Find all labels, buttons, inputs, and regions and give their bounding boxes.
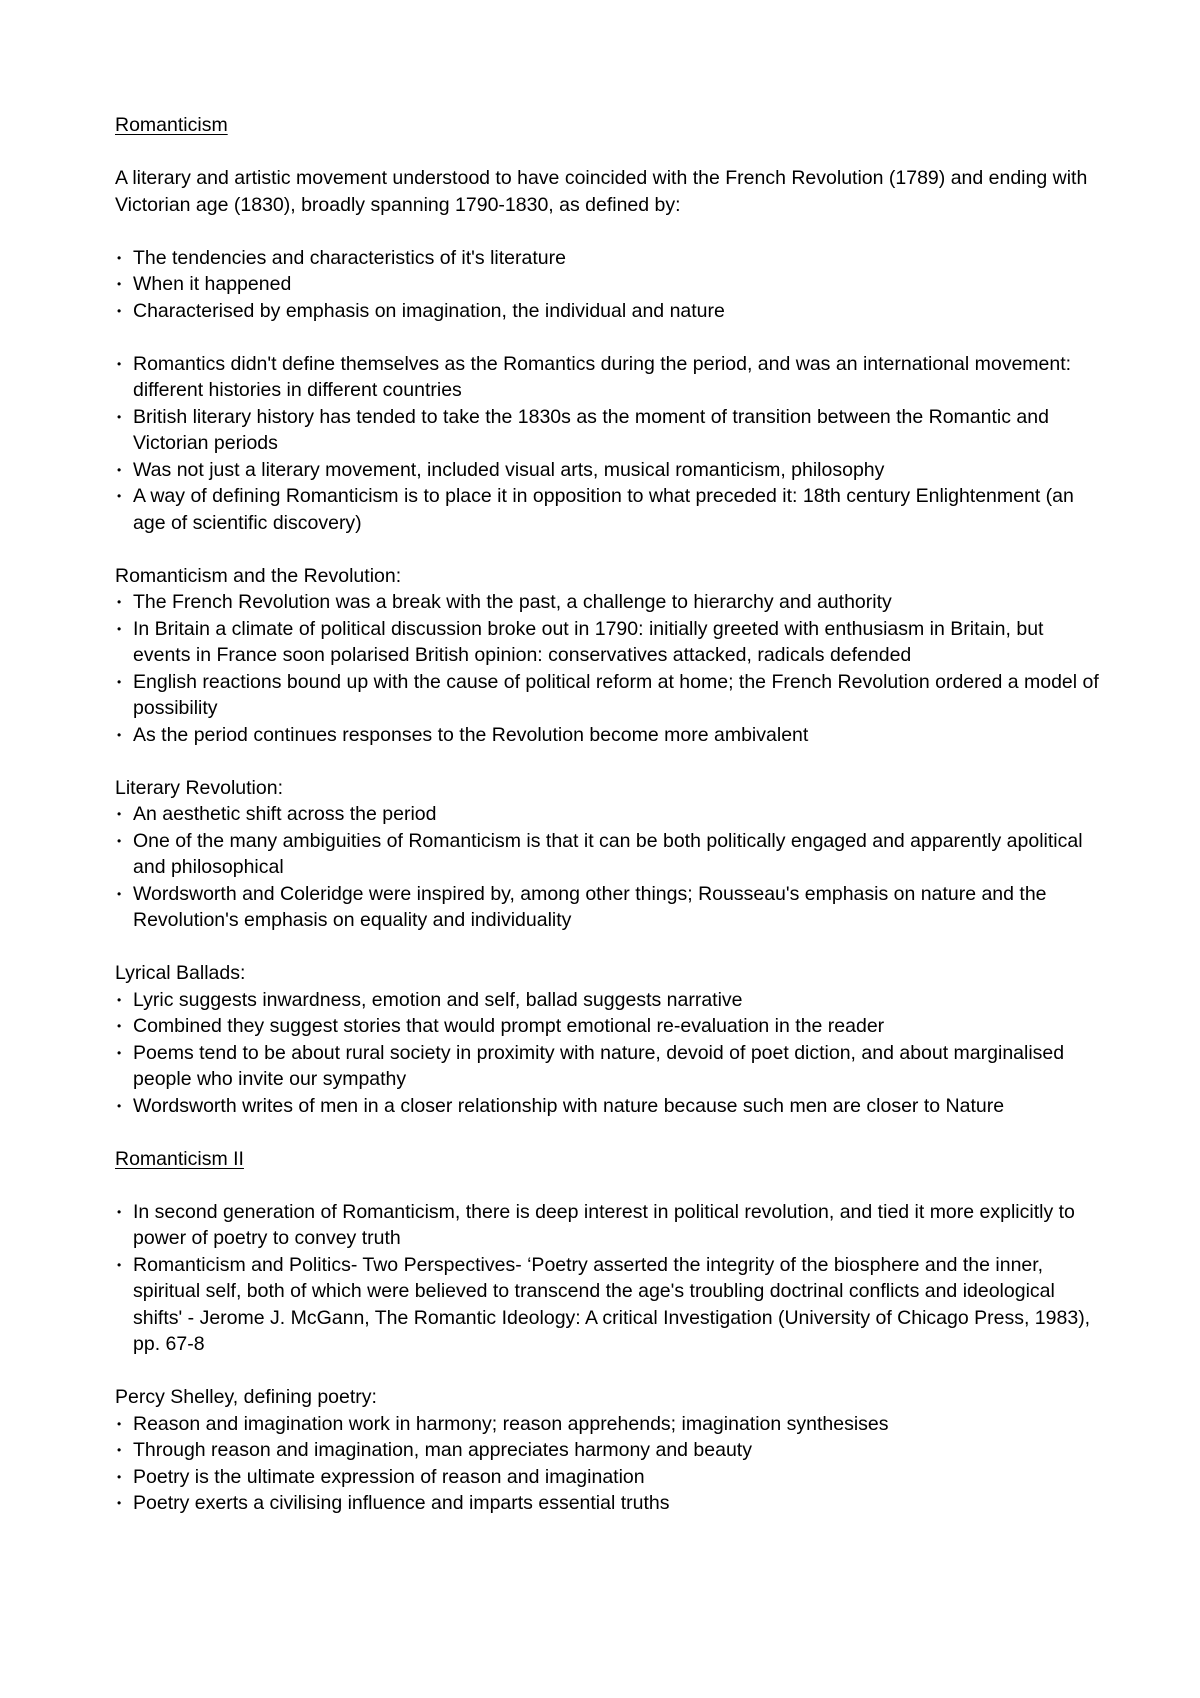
list-item: • The French Revolution was a break with the past, a challenge to hierarchy and authority — [117, 591, 892, 613]
list-item: • The tendencies and characteristics of it's literature — [117, 246, 566, 269]
list-item: • Poems tend to be about rural society in proximity with nature, devoid of poet diction, and about marginalised people who invite our sympathy — [117, 1041, 1065, 1090]
list-item: • As the period continues responses to the Revolution become more ambivalent — [117, 723, 809, 746]
list-item: • Through reason and imagination, man appreciates harmony and beauty — [117, 1439, 752, 1461]
list-item: • Combined they suggest stories that would prompt emotional re-evaluation in the reader — [117, 1015, 885, 1037]
list-item: • One of the many ambiguities of Romanticism is that it can be both politically engaged and apparently apolitical and philosophical — [117, 829, 1083, 878]
list-item: • Romanticism and Politics- Two Perspectives- ‘Poetry asserted the integrity of the biosphere and the inner, spiritual self, both of which were believed to transcend the age's troubling doctrinal conflicts and ideological shifts' - Jerome J. McGann, The Romantic Ideology: A critical Investigation (University of Chicago Press, 1983), pp. 67-8 — [117, 1253, 1091, 1355]
list-item: • In second generation of Romanticism, there is deep interest in political revolution, and tied it more explicitly to power of poetry to convey truth — [117, 1200, 1075, 1249]
list-item: • Characterised by emphasis on imagination, the individual and nature — [117, 299, 725, 322]
list-item: • When it happened — [117, 273, 292, 295]
list-item: • In Britain a climate of political discussion broke out in 1790: initially greeted with enthusiasm in Britain, but events in France soon polarised British opinion: conservatives attacked, radicals defended — [117, 617, 1044, 666]
list-item: • Poetry exerts a civilising influence and imparts essential truths — [117, 1492, 670, 1514]
list-item: • Poetry is the ultimate expression of reason and imagination — [117, 1465, 645, 1488]
list-item: • A way of defining Romanticism is to place it in opposition to what preceded it: 18th century Enlightenment (an age of scientific discovery) — [117, 485, 1074, 534]
bullet-list — [115, 245, 1105, 325]
list-item: • An aesthetic shift across the period — [117, 803, 437, 825]
list-item: • British literary history has tended to take the 1830s as the moment of transition between the Romantic and Victorian periods — [117, 405, 1049, 454]
document-page — [115, 112, 1105, 1517]
bullet-list — [115, 589, 1105, 748]
list-item: • Reason and imagination work in harmony; reason apprehends; imagination synthesises — [117, 1412, 889, 1435]
list-item: • Lyric suggests inwardness, emotion and self, ballad suggests narrative — [117, 988, 743, 1011]
list-item: • Was not just a literary movement, included visual arts, musical romanticism, philosophy — [117, 458, 885, 481]
list-item: • Wordsworth and Coleridge were inspired by, among other things; Rousseau's emphasis on nature and the Revolution's emphasis on equality and individuality — [117, 882, 1047, 931]
heading-romanticism-ii: Romanticism II — [115, 1147, 244, 1170]
section-title-revolution: Romanticism and the Revolution: — [115, 564, 402, 587]
list-item: • Romantics didn't define themselves as the Romantics during the period, and was an international movement: different histories in different countries — [117, 352, 1072, 401]
intro-paragraph: A literary and artistic movement understood to have coincided with the French Revolution (1789) and ending with Victorian age (1830), broadly spanning 1790-1830, as defined by: — [115, 167, 1088, 216]
bullet-list — [115, 1411, 1105, 1517]
section-title-percy-shelley: Percy Shelley, defining poetry: — [115, 1386, 377, 1408]
bullet-list — [115, 801, 1105, 934]
section-title-literary-revolution: Literary Revolution: — [115, 776, 283, 799]
section-title-lyrical-ballads: Lyrical Ballads: — [115, 962, 246, 984]
list-item: • Wordsworth writes of men in a closer relationship with nature because such men are closer to Nature — [117, 1094, 1005, 1117]
bullet-list — [115, 1199, 1105, 1358]
list-item: • English reactions bound up with the cause of political reform at home; the French Revolution ordered a model of possibility — [117, 670, 1099, 719]
bullet-list — [115, 351, 1105, 537]
bullet-list — [115, 987, 1105, 1120]
heading-romanticism: Romanticism — [115, 114, 228, 136]
